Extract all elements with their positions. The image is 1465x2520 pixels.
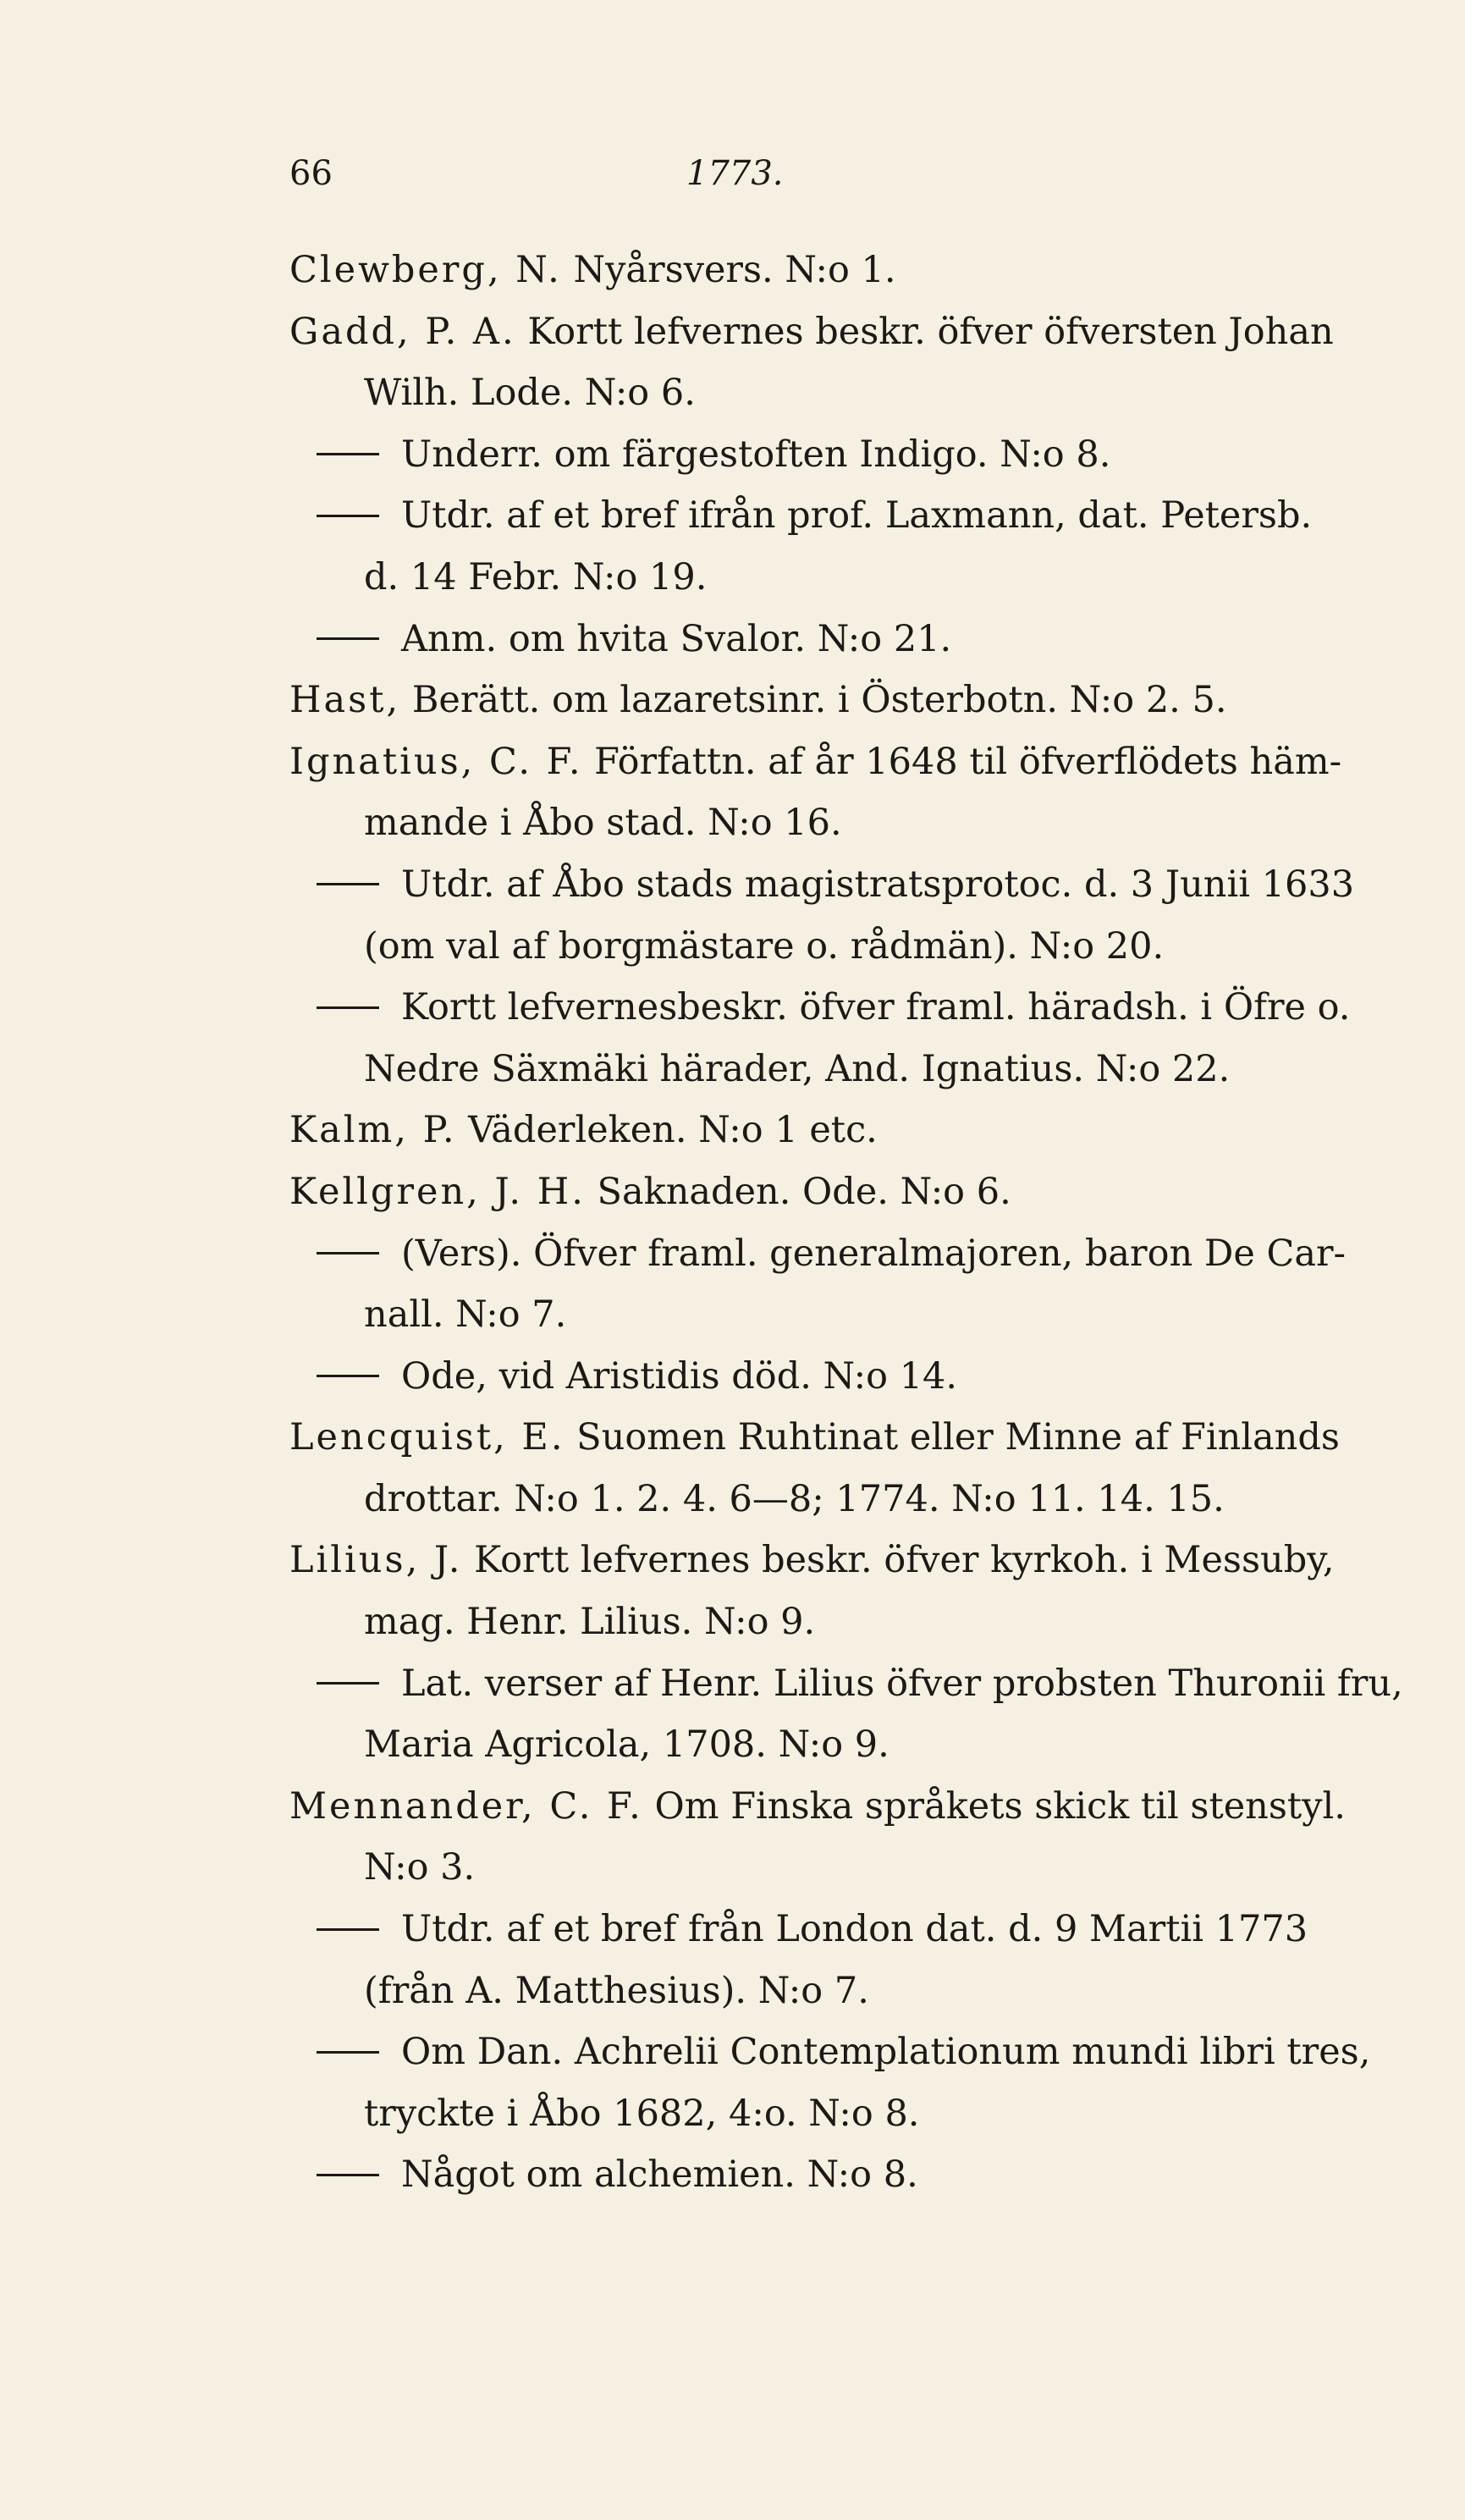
entry-text: (från A. Matthesius). N:o 7. xyxy=(364,1969,869,2012)
entry-continuation-line xyxy=(289,1039,1407,1100)
entry-continuation-line xyxy=(289,1591,1407,1653)
entry-text: Något om alchemien. N:o 8. xyxy=(401,2153,918,2197)
page-number: 66 xyxy=(289,154,333,193)
entry-text: mag. Henr. Lilius. N:o 9. xyxy=(364,1601,816,1644)
entry-text: Nedre Säxmäki härader, And. Ignatius. N:o 22. xyxy=(364,1047,1231,1090)
entry-ditto-line xyxy=(289,977,1407,1039)
ditto-dash xyxy=(317,1252,379,1254)
ditto-dash xyxy=(317,1006,379,1009)
entry-ditto-line xyxy=(289,2021,1407,2083)
entry-continuation-line xyxy=(289,916,1407,978)
ditto-dash xyxy=(317,637,379,640)
entry-author: Gadd, P. A. xyxy=(289,310,516,353)
ditto-dash xyxy=(317,2174,379,2176)
entry-text: Nyårsvers. N:o 1. xyxy=(561,249,896,291)
entry-author-line xyxy=(289,1100,1407,1161)
entry-text: Om Dan. Achrelii Contemplationum mundi libri tres, xyxy=(401,2031,1371,2074)
entry-continuation-line xyxy=(289,792,1407,854)
entry-ditto-line xyxy=(289,1346,1407,1408)
entry-continuation-line xyxy=(289,1469,1407,1530)
entry-author: Kalm, P. xyxy=(289,1109,457,1152)
ditto-dash xyxy=(317,2051,379,2054)
entry-continuation-line xyxy=(289,1714,1407,1776)
entry-text: Författn. af år 1648 til öfverflödets häm- xyxy=(582,740,1342,783)
entry-author: Clewberg, N. xyxy=(289,249,562,291)
entry-text: Utdr. af et bref från London dat. d. 9 Martii 1773 xyxy=(401,1908,1308,1951)
ditto-dash xyxy=(317,1682,379,1685)
entry-text: Berätt. om lazaretsinr. i Österbotn. N:o 2. 5. xyxy=(400,679,1227,722)
entry-author: Lilius, J. xyxy=(289,1539,463,1582)
ditto-dash xyxy=(317,453,379,455)
entry-continuation-line xyxy=(289,2083,1407,2145)
entry-text: Maria Agricola, 1708. N:o 9. xyxy=(364,1723,889,1767)
ditto-dash xyxy=(317,883,379,885)
entry-text: Lat. verser af Henr. Lilius öfver probsten Thuronii fru, xyxy=(401,1662,1403,1705)
entry-ditto-line xyxy=(289,854,1407,916)
entry-text: tryckte i Åbo 1682, 4:o. N:o 8. xyxy=(364,2092,920,2135)
entry-text: Kortt lefvernes beskr. öfver öfversten Johan xyxy=(515,310,1334,353)
entry-text: Utdr. af Åbo stads magistratsprotoc. d. 3 Junii 1633 xyxy=(401,863,1355,906)
entry-ditto-line xyxy=(289,2144,1407,2206)
entry-text: Om Finska språkets skick til stenstyl. xyxy=(642,1784,1346,1828)
entry-text: (om val af borgmästare o. rådmän). N:o 20. xyxy=(364,924,1165,968)
entry-author: Lencquist, E. xyxy=(289,1416,565,1459)
entry-text: Anm. om hvita Svalor. N:o 21. xyxy=(401,617,952,660)
entry-text: (Vers). Öfver framl. generalmajoren, baron De Car- xyxy=(401,1232,1347,1275)
entry-ditto-line xyxy=(289,1223,1407,1285)
entry-ditto-line xyxy=(289,1899,1407,1960)
entry-author: Kellgren, J. H. xyxy=(289,1170,586,1213)
entry-author-line xyxy=(289,1407,1407,1469)
entry-continuation-line xyxy=(289,1960,1407,2022)
entry-text: Wilh. Lode. N:o 6. xyxy=(364,372,696,415)
ditto-dash xyxy=(317,515,379,517)
entry-text: mande i Åbo stad. N:o 16. xyxy=(364,802,842,845)
entry-text: N:o 3. xyxy=(364,1846,476,1889)
entry-text: Kortt lefvernes beskr. öfver kyrkoh. i Messuby, xyxy=(462,1539,1335,1582)
entry-author: Mennander, C. F. xyxy=(289,1784,643,1828)
entry-text: drottar. N:o 1. 2. 4. 6—8; 1774. N:o 11. 14. 15. xyxy=(364,1477,1225,1520)
entry-text: Saknaden. Ode. N:o 6. xyxy=(585,1170,1011,1213)
entry-text: Ode, vid Aristidis död. N:o 14. xyxy=(401,1354,958,1398)
entry-text: d. 14 Febr. N:o 19. xyxy=(364,555,708,598)
entry-text: Väderleken. N:o 1 etc. xyxy=(456,1109,878,1152)
entry-author-line xyxy=(289,1530,1407,1591)
running-year: 1773. xyxy=(686,154,784,193)
entry-author: Hast, xyxy=(289,679,401,722)
entry-ditto-line xyxy=(289,485,1407,547)
entry-author-line xyxy=(289,301,1407,363)
entry-continuation-line xyxy=(289,1284,1407,1346)
entry-ditto-line xyxy=(289,424,1407,486)
entry-ditto-line xyxy=(289,609,1407,670)
entry-author: Ignatius, C. F. xyxy=(289,740,583,783)
entry-author-line xyxy=(289,1161,1407,1223)
entry-text: Utdr. af et bref ifrån prof. Laxmann, dat. Petersb. xyxy=(401,494,1313,538)
entry-author-line xyxy=(289,1776,1407,1838)
entry-continuation-line xyxy=(289,547,1407,609)
entry-author-line xyxy=(289,670,1407,731)
entry-ditto-line xyxy=(289,1653,1407,1715)
entry-text: nall. N:o 7. xyxy=(364,1293,567,1337)
entry-author-line xyxy=(289,240,1407,301)
page-header xyxy=(289,148,1465,199)
ditto-dash xyxy=(317,1375,379,1377)
entry-text: Underr. om färgestoften Indigo. N:o 8. xyxy=(401,433,1111,476)
entry-continuation-line xyxy=(289,362,1407,424)
entry-text: Kortt lefvernesbeskr. öfver framl. häradsh. i Öfre o. xyxy=(401,986,1351,1029)
bibliography-entries xyxy=(289,240,1407,2206)
entry-author-line xyxy=(289,731,1407,793)
ditto-dash xyxy=(317,1928,379,1931)
entry-text: Suomen Ruhtinat eller Minne af Finlands xyxy=(565,1416,1340,1459)
entry-continuation-line xyxy=(289,1837,1407,1899)
